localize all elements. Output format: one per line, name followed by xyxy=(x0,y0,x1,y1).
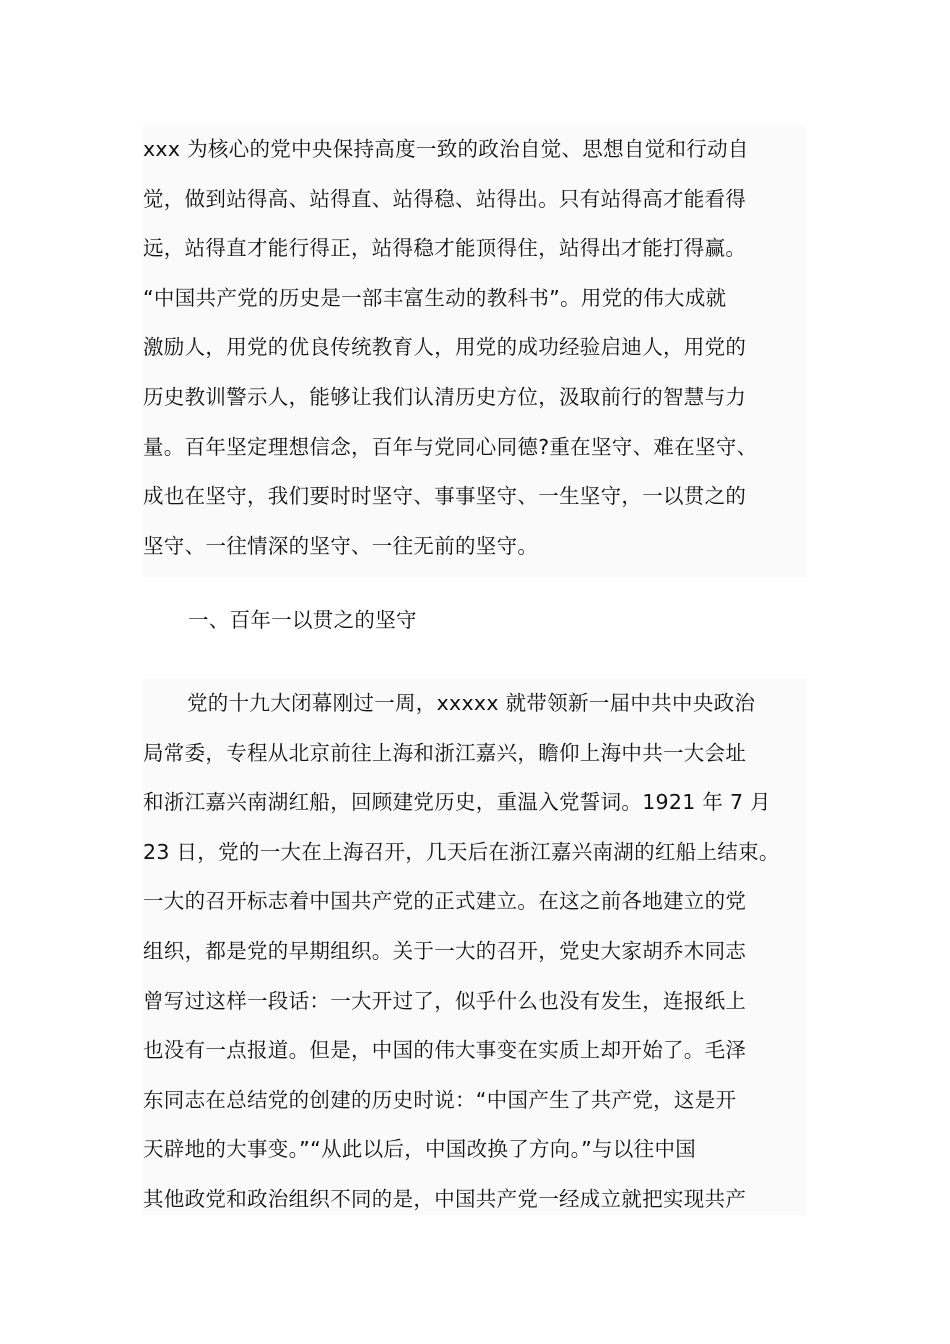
section-heading: 一、百年一以贯之的坚守 xyxy=(188,608,417,632)
text-line: 党的十九大闭幕刚过一周，xxxxx 就带领新一届中共中央政治 xyxy=(187,691,756,715)
paragraph-2 xyxy=(143,679,823,1225)
text-line: 和浙江嘉兴南湖红船，回顾建党历史，重温入党誓词。1921 年 7 月 xyxy=(143,790,771,815)
text-line: 成也在坚守，我们要时时坚守、事事坚守、一生坚守，一以贯之的 xyxy=(143,484,747,509)
text-line: 量。百年坚定理想信念，百年与党同心同德?重在坚守、难在坚守、 xyxy=(143,434,758,459)
text-line: 天辟地的大事变。”“从此以后，中国改换了方向。”与以往中国 xyxy=(143,1137,697,1162)
text-line: 23 日，党的一大在上海召开，几天后在浙江嘉兴南湖的红船上结束。 xyxy=(143,839,780,864)
text-line: 也没有一点报道。但是，中国的伟大事变在实质上却开始了。毛泽 xyxy=(143,1038,747,1063)
text-line: 其他政党和政治组织不同的是，中国共产党一经成立就把实现共产 xyxy=(143,1186,747,1211)
text-line: “中国共产党的历史是一部丰富生动的教科书”。用党的伟大成就 xyxy=(143,285,727,310)
text-line: 觉，做到站得高、站得直、站得稳、站得出。只有站得高才能看得 xyxy=(143,186,747,211)
text-line: 一大的召开标志着中国共产党的正式建立。在这之前各地建立的党 xyxy=(143,889,747,914)
text-line: xxx 为核心的党中央保持高度一致的政治自觉、思想自觉和行动自 xyxy=(143,137,749,161)
text-line: 历史教训警示人，能够让我们认清历史方位，汲取前行的智慧与力 xyxy=(143,384,747,409)
paragraph-1 xyxy=(143,125,823,571)
text-line: 远，站得直才能行得正，站得稳才能顶得住，站得出才能打得赢。 xyxy=(143,236,747,261)
text-line: 东同志在总结党的创建的历史时说：“中国产生了共产党，这是开 xyxy=(143,1087,737,1112)
text-line: 局常委，专程从北京前往上海和浙江嘉兴，瞻仰上海中共一大会址 xyxy=(143,740,747,765)
text-line: 组织，都是党的早期组织。关于一大的召开，党史大家胡乔木同志 xyxy=(143,938,747,963)
text-line: 激励人，用党的优良传统教育人，用党的成功经验启迪人，用党的 xyxy=(143,335,747,360)
text-line: 坚守、一往情深的坚守、一往无前的坚守。 xyxy=(143,533,539,558)
text-line: 曾写过这样一段话：一大开过了，似乎什么也没有发生，连报纸上 xyxy=(143,988,747,1013)
